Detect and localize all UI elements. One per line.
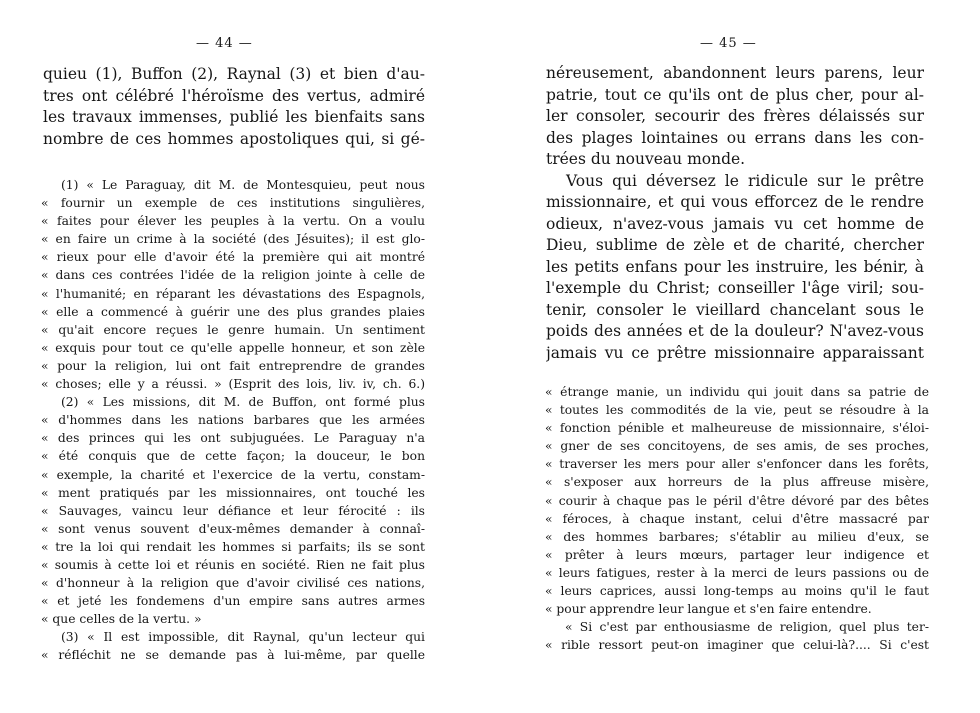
body-line: néreusement, abandonnent leurs parens, leur bbox=[546, 64, 924, 82]
footnote-line: « été conquis que de cette façon; la douceur, le bon bbox=[41, 449, 425, 464]
footnote-line: « prêter à leurs mœurs, partager leur indigence et bbox=[545, 547, 929, 562]
footnote-line: « d'hommes dans les nations barbares que les armées bbox=[41, 413, 425, 428]
footnote-line: « qu'ait encore reçues le genre humain. Un sentiment bbox=[41, 322, 425, 337]
footnote-line: « en faire un crime à la société (des Jésuites); il est glo- bbox=[41, 232, 425, 247]
body-line: trées du nouveau monde. bbox=[546, 150, 746, 168]
footnote-line: « traverser les mers pour aller s'enfoncer dans les forêts, bbox=[545, 457, 929, 472]
body-line: les petits enfans pour les instruire, les bénir, à bbox=[546, 257, 924, 276]
footnote-line: « faites pour élever les peuples à la vertu. On a voulu bbox=[41, 214, 425, 229]
footnote-line: « dans ces contrées l'idée de la religion jointe à celle de bbox=[41, 268, 425, 283]
body-line: tenir, consoler le vieillard chancelant sous le bbox=[546, 300, 924, 319]
right-footnotes bbox=[545, 383, 929, 654]
right-page-number: — 45 — bbox=[700, 36, 757, 51]
footnote-line: « féroces, à chaque instant, celui d'être massacré par bbox=[545, 511, 929, 526]
body-line: des plages lointaines ou errans dans les con- bbox=[546, 128, 924, 147]
body-line: les travaux immenses, publié les bienfaits sans bbox=[43, 108, 425, 126]
footnote-line: « rible ressort peut-on imaginer que celui-là?.... Si c'est bbox=[545, 638, 929, 653]
footnote-line: « soumis à cette loi et réunis en société. Rien ne fait plus bbox=[41, 557, 425, 572]
body-line: missionnaire, et qui vous efforcez de le rendre bbox=[546, 193, 924, 211]
footnote-line: « sont venus souvent d'eux-mêmes demander à connaî- bbox=[41, 521, 425, 536]
footnote-1-start: (1) « Le Paraguay, dit M. de Montesquieu, peut nous bbox=[61, 178, 425, 192]
footnote-line: « l'humanité; en réparant les dévastations des Espagnols, bbox=[41, 286, 425, 301]
footnote-line: « leurs fatigues, rester à la merci de leurs passions ou de bbox=[545, 565, 929, 580]
footnote-line: « étrange manie, un individu qui jouit dans sa patrie de bbox=[545, 385, 929, 399]
body-line: l'exemple du Christ; conseiller l'âge viril; sou- bbox=[546, 279, 924, 297]
paragraph-start: Vous qui déversez le ridicule sur le prêtre bbox=[566, 171, 924, 190]
footnote-line: « choses; elle y a réussi. » (Esprit des lois, liv. iv, ch. 6.) bbox=[41, 377, 425, 392]
body-line: quieu (1), Buffon (2), Raynal (3) et bien d'au- bbox=[43, 65, 425, 83]
footnote-line: « fonction pénible et malheureuse de missionnaire, s'éloi- bbox=[545, 421, 929, 436]
body-line: jamais vu ce prêtre missionnaire apparaissant bbox=[546, 343, 924, 362]
footnote-line: « fournir un exemple de ces institutions singulières, bbox=[41, 196, 425, 211]
left-footnotes bbox=[41, 176, 425, 665]
footnote-2-start: (2) « Les missions, dit M. de Buffon, ont formé plus bbox=[61, 395, 425, 410]
footnote-line: « exemple, la charité et l'exercice de la vertu, constam- bbox=[41, 467, 425, 482]
body-line: poids des années et de la douleur? N'avez-vous bbox=[546, 322, 924, 340]
footnote-line: « tre la loi qui rendait les hommes si parfaits; ils se sont bbox=[41, 539, 425, 554]
footnote-line: « elle a commencé à guérir une des plus grandes plaies bbox=[41, 304, 425, 319]
body-line: nombre de ces hommes apostoliques qui, si gé- bbox=[43, 129, 425, 148]
left-page-number: — 44 — bbox=[196, 36, 253, 51]
footnote-line: « Sauvages, vaincu leur défiance et leur férocité : ils bbox=[41, 503, 425, 518]
footnote-line: « des hommes barbares; s'établir au milieu d'eux, se bbox=[545, 529, 929, 544]
right-body-text bbox=[546, 63, 924, 364]
body-line: tres ont célébré l'héroïsme des vertus, admiré bbox=[43, 86, 425, 105]
footnote-line: « réfléchit ne se demande pas à lui-même, par quelle bbox=[41, 648, 425, 663]
footnote-line: « leurs caprices, aussi long-temps au moins qu'il le faut bbox=[545, 584, 929, 599]
footnote-line: « d'honneur à la religion que d'avoir civilisé ces nations, bbox=[41, 576, 425, 591]
footnote-line: « courir à chaque pas le péril d'être dévoré par des bêtes bbox=[545, 493, 929, 508]
body-line: patrie, tout ce qu'ils ont de plus cher, pour al- bbox=[546, 85, 924, 104]
left-body-text bbox=[43, 64, 425, 150]
footnote-line: « ment pratiqués par les missionnaires, ont touché les bbox=[41, 485, 425, 500]
footnote-line: « gner de ses concitoyens, de ses amis, de ses proches, bbox=[545, 439, 929, 454]
footnote-line: « s'exposer aux horreurs de la plus affreuse misère, bbox=[545, 475, 929, 490]
footnote-line: « des princes qui les ont subjuguées. Le Paraguay n'a bbox=[41, 431, 425, 446]
footnote-line: « que celles de la vertu. » bbox=[41, 612, 202, 627]
footnote-line: « pour la religion, lui ont fait entreprendre de grandes bbox=[41, 358, 425, 373]
body-line: Dieu, sublime de zèle et de charité, chercher bbox=[546, 236, 924, 254]
footnote-3-start: (3) « Il est impossible, dit Raynal, qu'un lecteur qui bbox=[61, 630, 425, 645]
footnote-line: « rieux pour elle d'avoir été la première qui ait montré bbox=[41, 250, 425, 265]
footnote-line: « et jeté les fondemens d'un empire sans autres armes bbox=[41, 594, 425, 609]
footnote-paragraph-start: « Si c'est par enthousiasme de religion, quel plus ter- bbox=[565, 620, 929, 635]
body-line: odieux, n'avez-vous jamais vu cet homme de bbox=[546, 214, 924, 233]
footnote-line: « exquis pour tout ce qu'elle appelle honneur, et son zèle bbox=[41, 340, 425, 355]
footnote-line: « toutes les commodités de la vie, peut se résoudre à la bbox=[545, 403, 929, 418]
right-page bbox=[490, 0, 980, 713]
footnote-line: « pour apprendre leur langue et s'en faire entendre. bbox=[545, 602, 872, 617]
body-line: ler consoler, secourir des frères délaissés sur bbox=[546, 107, 924, 125]
